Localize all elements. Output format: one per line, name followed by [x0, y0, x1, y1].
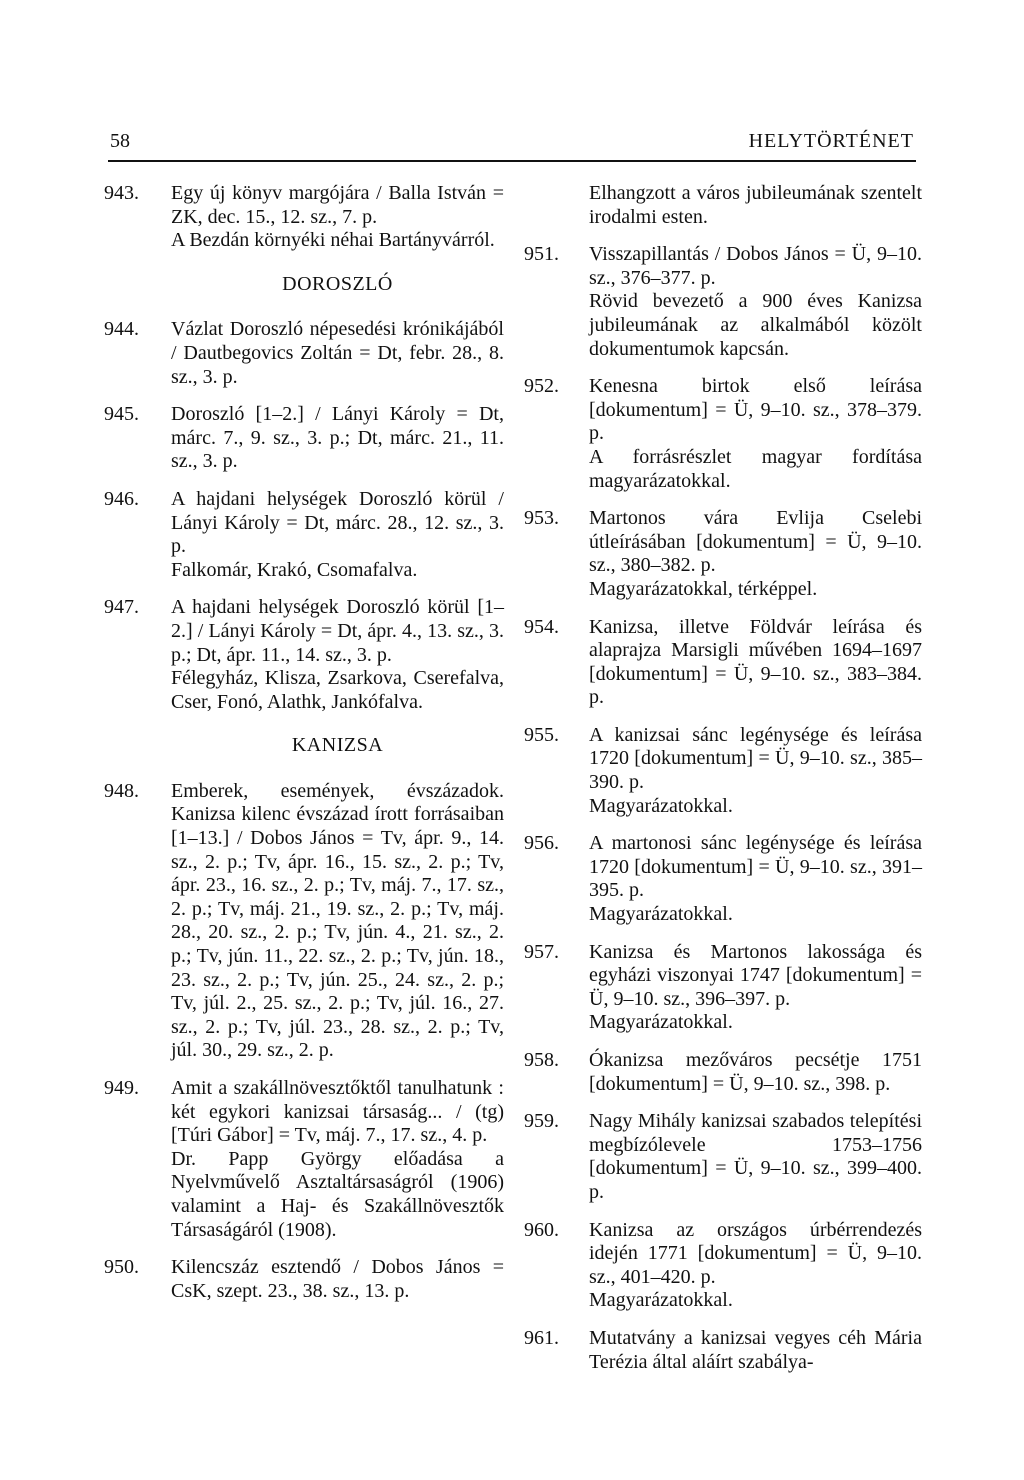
entry-number: 956.	[524, 832, 559, 855]
entry-number: 953.	[524, 507, 559, 530]
entry-958	[524, 1049, 922, 1096]
entry-body	[589, 616, 922, 710]
section-heading-kanizsa: KANIZSA	[291, 734, 384, 757]
entry-body	[171, 182, 504, 253]
entry-text: Kenesna birtok első leírása [dokumentum] = Ü, 9–10. sz., 378–379. p.	[589, 375, 922, 445]
left-column	[104, 182, 504, 1317]
entry-body	[589, 375, 922, 493]
header-rule	[108, 160, 916, 162]
entry-annotation: Magyarázatokkal, térképpel.	[589, 577, 818, 600]
entry-number: 943.	[104, 182, 139, 204]
entry-947	[104, 596, 504, 714]
entry-946	[104, 488, 504, 582]
entry-text: Ókanizsa mezőváros pecsétje 1751 [dokumentum] = Ü, 9–10. sz., 398. p.	[589, 1049, 922, 1095]
entry-961	[524, 1327, 922, 1374]
entry-number: 948.	[104, 779, 139, 802]
entry-960	[524, 1219, 922, 1313]
entry-number: 947.	[104, 596, 139, 619]
entry-annotation: A Bezdán környéki néhai Bartányvárról.	[171, 229, 495, 252]
entry-annotation: A forrásrészlet magyar fordítása magyarázatokkal.	[589, 445, 922, 492]
entry-annotation: Félegyház, Klisza, Zsarkova, Cserefalva, Cser, Fonó, Alathk, Jankófalva.	[171, 667, 504, 713]
entry-text: Doroszló [1–2.] / Lányi Károly = Dt, márc. 7., 9. sz., 3. p.; Dt, márc. 21., 11. sz., 3. p.	[171, 403, 504, 473]
entry-955	[524, 724, 922, 818]
entry-body	[171, 596, 504, 714]
section-heading-doroszlo: DOROSZLÓ	[282, 272, 393, 295]
entry-body	[171, 488, 504, 582]
entry-text: A hajdani helységek Doroszló körül / Lányi Károly = Dt, márc. 28., 12. sz., 3. p.	[171, 487, 504, 558]
entry-body	[589, 1219, 922, 1313]
entry-943	[104, 182, 504, 253]
entry-950-continuation	[589, 182, 922, 229]
entry-body	[589, 1049, 922, 1096]
entry-text: Kanizsa, illetve Földvár leírása és alaprajza Marsigli művében 1694–1697 [dokumentum] = Ü, 9–10. sz., 383–384. p.	[589, 615, 922, 709]
entry-954	[524, 616, 922, 710]
entry-annotation: Magyarázatokkal.	[589, 1289, 733, 1312]
entry-body	[589, 1110, 922, 1204]
entry-annotation: Magyarázatokkal.	[589, 1011, 733, 1034]
entry-annotation: Dr. Papp György előadása a Nyelvművelő Asztaltársaságról (1906) valamint a Haj- és Szakállnövesztők Társaságáról (1908).	[171, 1147, 504, 1241]
entry-text: A kanizsai sánc legénysége és leírása 1720 [dokumentum] = Ü, 9–10. sz., 385–390. p.	[589, 723, 922, 794]
entry-body	[589, 1327, 922, 1374]
page-number: 58	[110, 130, 130, 152]
entry-number: 945.	[104, 403, 139, 426]
entry-number: 961.	[524, 1326, 559, 1349]
entry-number: 954.	[524, 615, 559, 638]
entry-body	[171, 780, 504, 1063]
entry-body	[589, 832, 922, 926]
entry-body	[589, 243, 922, 361]
entry-annotation: Rövid bevezető a 900 éves Kanizsa jubileumának az alkalmából közölt dokumentumok kapcsán.	[589, 290, 922, 360]
entry-number: 951.	[524, 243, 559, 266]
entry-body	[589, 507, 922, 601]
entry-number: 955.	[524, 723, 559, 746]
entry-body	[589, 941, 922, 1035]
entry-body	[171, 1256, 504, 1303]
entry-number: 952.	[524, 375, 559, 398]
entry-948	[104, 780, 504, 1063]
entry-annotation: Magyarázatokkal.	[589, 903, 733, 926]
entry-text: Vázlat Doroszló népesedési krónikájából / Dautbegovics Zoltán = Dt, febr. 28., 8. sz., 3. p.	[171, 318, 504, 388]
entry-text: A martonosi sánc legénysége és leírása 1720 [dokumentum] = Ü, 9–10. sz., 391–395. p.	[589, 832, 922, 902]
right-column	[524, 182, 922, 1388]
entry-body	[171, 318, 504, 389]
running-head: HELYTÖRTÉNET	[748, 130, 914, 152]
entry-body	[171, 1077, 504, 1242]
entry-956	[524, 832, 922, 926]
entry-957	[524, 941, 922, 1035]
entry-951	[524, 243, 922, 361]
entry-text: Emberek, események, évszázadok. Kanizsa kilenc évszázad írott forrásaiban [1–13.] / Dobos János = Tv, ápr. 9., 14. sz., 2. p.; Tv, ápr. 16., 15. sz., 2. p.; Tv, ápr. 23., 16. sz., 2. p.; Tv, máj. 7., 17. sz., 2. p.; Tv, máj. 21., 19. sz., 2. p.; Tv, máj. 28., 20. sz., 2. p.; Tv, jún. 4., 21. sz., 2. p.; Tv, jún. 11., 22. sz., 2. p.; Tv, jún. 18., 23. sz., 2. p.; Tv, jún. 25., 24. sz., 2. p.; Tv, júl. 2., 25. sz., 2. p.; Tv, júl. 16., 27. sz., 2. p.; Tv, júl. 23., 28. sz., 2. p.; Tv, júl. 30., 29. sz., 2. p.	[171, 779, 504, 1062]
entry-text: Kanizsa az országos úrbérrendezés idején 1771 [dokumentum] = Ü, 9–10. sz., 401–420. p.	[589, 1218, 922, 1288]
entry-text: Visszapillantás / Dobos János = Ü, 9–10. sz., 376–377. p.	[589, 243, 922, 289]
entry-950	[104, 1256, 504, 1303]
entry-text: Amit a szakállnövesztőktől tanulhatunk : két egykori kanizsai társaság... / (tg) [Túri Gábor] = Tv, máj. 7., 17. sz., 4. p.	[171, 1077, 504, 1147]
entry-number: 958.	[524, 1049, 559, 1071]
entry-945	[104, 403, 504, 474]
entry-number: 950.	[104, 1256, 139, 1279]
entry-annotation: Magyarázatokkal.	[589, 794, 733, 817]
entry-number: 960.	[524, 1218, 559, 1241]
entry-text: Mutatvány a kanizsai vegyes céh Mária Terézia által aláírt szabálya-	[589, 1326, 922, 1373]
entry-text: Martonos vára Evlija Cselebi útleírásában [dokumentum] = Ü, 9–10. sz., 380–382. p.	[589, 507, 922, 577]
entry-annotation: Elhangzott a város jubileumának szentelt irodalmi esten.	[589, 182, 922, 228]
entry-952	[524, 375, 922, 493]
entry-text: Kanizsa és Martonos lakossága és egyházi viszonyai 1747 [dokumentum] = Ü, 9–10. sz., 396–397. p.	[589, 940, 922, 1010]
entry-body	[589, 724, 922, 818]
entry-text: Kilencszáz esztendő / Dobos János = CsK, szept. 23., 38. sz., 13. p.	[171, 1256, 504, 1302]
entry-number: 949.	[104, 1077, 139, 1099]
entry-number: 957.	[524, 940, 559, 963]
entry-number: 959.	[524, 1110, 559, 1133]
entry-number: 944.	[104, 318, 139, 341]
entry-949	[104, 1077, 504, 1242]
entry-959	[524, 1110, 922, 1204]
entry-944	[104, 318, 504, 389]
entry-annotation: Falkomár, Krakó, Csomafalva.	[171, 558, 418, 581]
entry-text: Egy új könyv margójára / Balla István = ZK, dec. 15., 12. sz., 7. p.	[171, 182, 504, 228]
entry-text: A hajdani helységek Doroszló körül [1–2.] / Lányi Károly = Dt, ápr. 4., 13. sz., 3. p.; Dt, ápr. 11., 14. sz., 3. p.	[171, 596, 504, 666]
entry-number: 946.	[104, 487, 139, 510]
entry-body	[171, 403, 504, 474]
entry-text: Nagy Mihály kanizsai szabados telepítési megbízólevele 1753–1756 [dokumentum] = Ü, 9–10. sz., 399–400. p.	[589, 1110, 922, 1203]
entry-953	[524, 507, 922, 601]
